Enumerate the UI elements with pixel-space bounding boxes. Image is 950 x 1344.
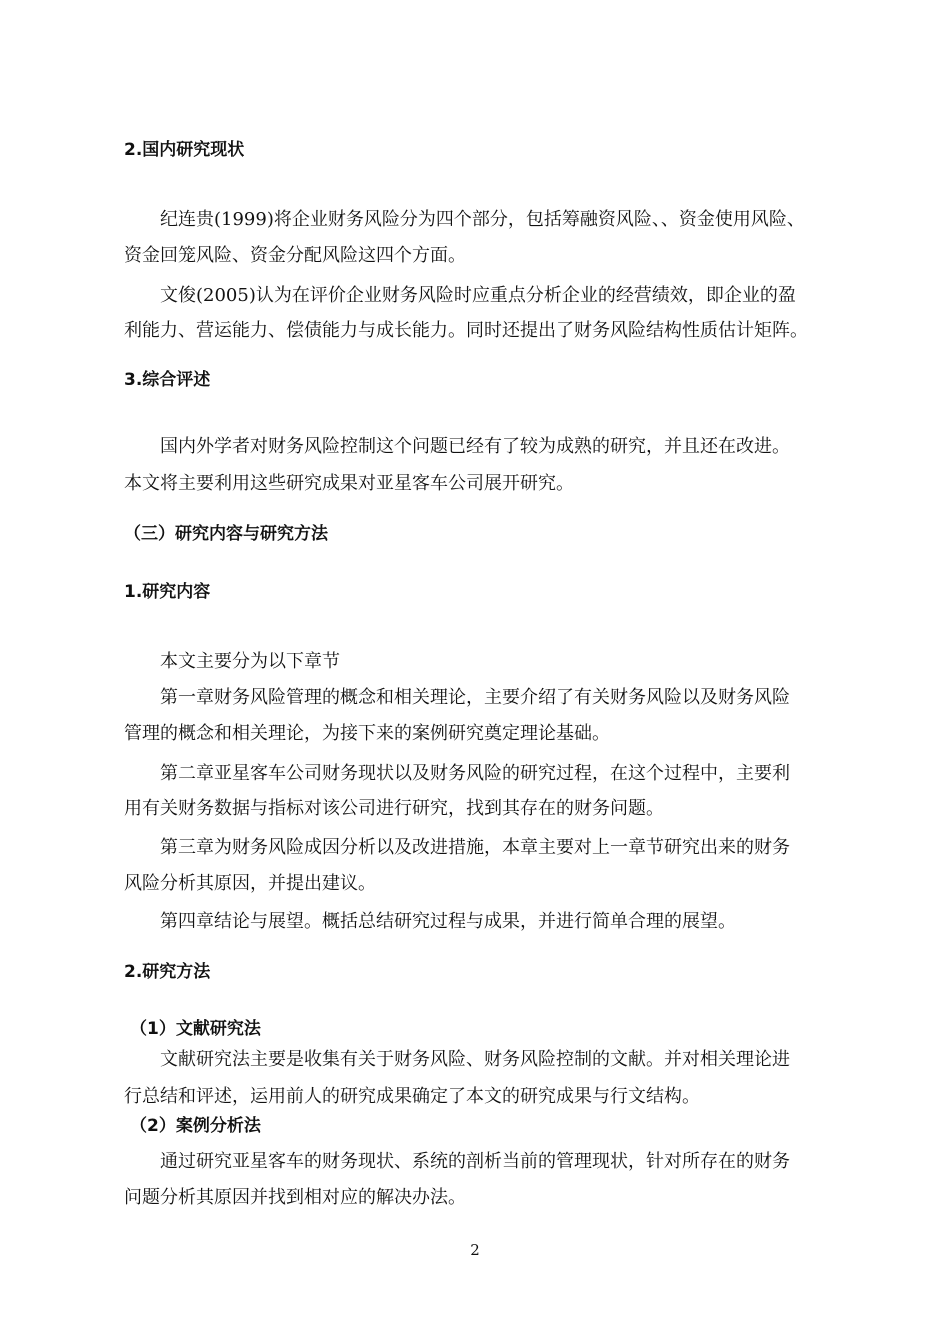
paragraph-line: 第四章结论与展望。概括总结研究过程与成果，并进行简单合理的展望。 — [160, 911, 736, 932]
heading-part-three: （三）研究内容与研究方法 — [124, 524, 328, 544]
paragraph-line: 行总结和评述，运用前人的研究成果确定了本文的研究成果与行文结构。 — [124, 1086, 700, 1107]
paragraph-line: 资金回笼风险、资金分配风险这四个方面。 — [124, 245, 466, 266]
paragraph-line: 第三章为财务风险成因分析以及改进措施，本章主要对上一章节研究出来的财务 — [160, 837, 790, 858]
heading-review: 3.综合评述 — [124, 370, 211, 390]
heading-domestic-research: 2.国内研究现状 — [124, 140, 245, 160]
heading-research-methods: 2.研究方法 — [124, 962, 211, 982]
paragraph-line: 第二章亚星客车公司财务现状以及财务风险的研究过程，在这个过程中，主要利 — [160, 763, 790, 784]
paragraph-line: 问题分析其原因并找到相对应的解决办法。 — [124, 1187, 466, 1208]
paragraph-line: 通过研究亚星客车的财务现状、系统的剖析当前的管理现状，针对所存在的财务 — [160, 1151, 790, 1172]
heading-method-case: （2）案例分析法 — [130, 1116, 261, 1136]
paragraph-line: 国内外学者对财务风险控制这个问题已经有了较为成熟的研究，并且还在改进。 — [160, 436, 790, 457]
heading-research-content: 1.研究内容 — [124, 582, 211, 602]
paragraph-line: 文俊(2005)认为在评价企业财务风险时应重点分析企业的经营绩效，即企业的盈 — [160, 285, 796, 306]
page-number: 2 — [470, 1241, 480, 1259]
paragraph-line: 纪连贵(1999)将企业财务风险分为四个部分，包括筹融资风险、、资金使用风险、 — [160, 209, 805, 230]
paragraph-line: 管理的概念和相关理论，为接下来的案例研究奠定理论基础。 — [124, 723, 610, 744]
paragraph-line: 本文主要分为以下章节 — [160, 651, 340, 672]
heading-method-literature: （1）文献研究法 — [130, 1019, 261, 1039]
paragraph-line: 利能力、营运能力、偿债能力与成长能力。同时还提出了财务风险结构性质估计矩阵。 — [124, 320, 808, 341]
paragraph-line: 风险分析其原因，并提出建议。 — [124, 873, 376, 894]
paragraph-line: 文献研究法主要是收集有关于财务风险、财务风险控制的文献。并对相关理论进 — [160, 1049, 790, 1070]
paragraph-line: 用有关财务数据与指标对该公司进行研究，找到其存在的财务问题。 — [124, 798, 664, 819]
paragraph-line: 本文将主要利用这些研究成果对亚星客车公司展开研究。 — [124, 473, 574, 494]
paragraph-line: 第一章财务风险管理的概念和相关理论，主要介绍了有关财务风险以及财务风险 — [160, 687, 790, 708]
